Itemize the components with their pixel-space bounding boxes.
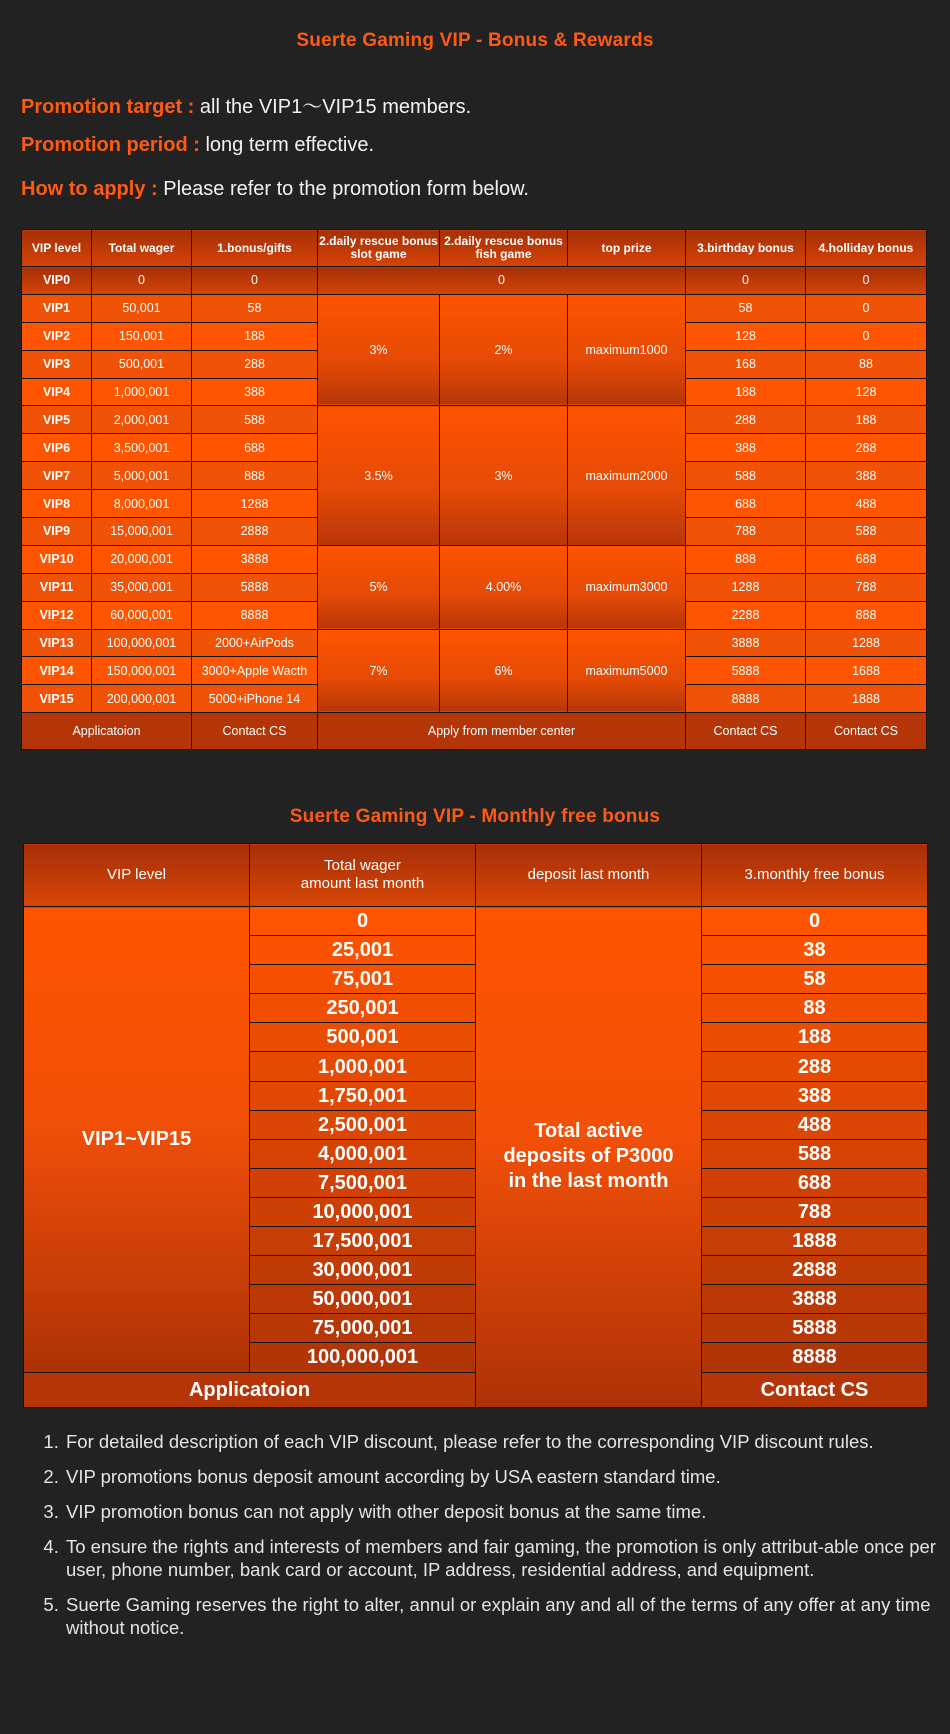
birthday-cell: 1288 <box>686 573 806 601</box>
vip-level-cell: VIP4 <box>22 378 92 406</box>
bonus-cell: 588 <box>192 406 318 434</box>
monthly-bonus-cell: 1888 <box>702 1227 928 1256</box>
vip-level-cell: VIP15 <box>22 685 92 713</box>
vip-level-cell: VIP2 <box>22 322 92 350</box>
holiday-cell: 1688 <box>806 657 927 685</box>
rescue-fish-cell: 3% <box>440 406 568 545</box>
wager-cell: 30,000,001 <box>250 1256 476 1285</box>
bonus-cell: 8888 <box>192 601 318 629</box>
bonus-cell: 58 <box>192 294 318 322</box>
wager-cell: 1,000,001 <box>250 1052 476 1081</box>
wager-cell: 100,000,001 <box>92 629 192 657</box>
holiday-cell: 488 <box>806 490 927 518</box>
bonus-cell: 388 <box>192 378 318 406</box>
wager-cell: 60,000,001 <box>92 601 192 629</box>
monthly-bonus-cell: 288 <box>702 1052 928 1081</box>
wager-cell: 150,001 <box>92 322 192 350</box>
holiday-cell: 288 <box>806 434 927 462</box>
holiday-cell: 0 <box>806 267 927 295</box>
terms-item: 1. For detailed description of each VIP discount, please refer to the corresponding VIP discount rules. <box>64 1430 944 1453</box>
application-cell: Applicatoion <box>22 713 192 750</box>
bonus-cell: 2000+AirPods <box>192 629 318 657</box>
terms-item: 2. VIP promotions bonus deposit amount according by USA eastern standard time. <box>64 1465 944 1488</box>
monthly-row <box>24 907 928 936</box>
promotion-period-label: Promotion period : <box>21 134 200 156</box>
vip-level-cell: VIP11 <box>22 573 92 601</box>
monthly-bonus-table <box>23 843 928 1408</box>
deposit-requirement-line: in the last month <box>508 1170 669 1193</box>
wager-cell: 7,500,001 <box>250 1168 476 1197</box>
bonus-cell: 0 <box>192 267 318 295</box>
birthday-cell: 688 <box>686 490 806 518</box>
wager-cell: 20,000,001 <box>92 545 192 573</box>
rescue-slot-cell: 7% <box>318 629 440 713</box>
vip-level-cell: VIP3 <box>22 350 92 378</box>
vip0-row <box>22 267 927 295</box>
wager-cell: 50,001 <box>92 294 192 322</box>
top-prize-cell: maximum3000 <box>568 545 686 629</box>
birthday-cell: 888 <box>686 545 806 573</box>
vip-level-cell: VIP14 <box>22 657 92 685</box>
wager-cell: 150,000,001 <box>92 657 192 685</box>
holiday-cell: 388 <box>806 462 927 490</box>
holiday-cell: 688 <box>806 545 927 573</box>
holiday-cell: 1288 <box>806 629 927 657</box>
wager-cell: 5,000,001 <box>92 462 192 490</box>
monthly-bonus-cell: 188 <box>702 1023 928 1052</box>
wager-cell: 200,000,001 <box>92 685 192 713</box>
birthday-cell: 168 <box>686 350 806 378</box>
monthly-bonus-cell: 688 <box>702 1168 928 1197</box>
promotion-target-label: Promotion target : <box>21 96 195 118</box>
wager-cell: 50,000,001 <box>250 1285 476 1314</box>
promotion-period <box>21 134 374 157</box>
how-to-apply <box>21 178 529 201</box>
vip-level-cell: VIP12 <box>22 601 92 629</box>
wager-cell: 500,001 <box>250 1023 476 1052</box>
vip-bonus-header-row <box>22 230 927 267</box>
wager-cell: 2,000,001 <box>92 406 192 434</box>
terms-item: 3. VIP promotion bonus can not apply with other deposit bonus at the same time. <box>64 1500 944 1523</box>
terms-item: 5. Suerte Gaming reserves the right to alter, annul or explain any and all of the terms of any offer at any time without notice. <box>64 1593 944 1639</box>
vip-level-cell: VIP0 <box>22 267 92 295</box>
vip-level-cell: VIP10 <box>22 545 92 573</box>
vip-level-cell: VIP5 <box>22 406 92 434</box>
bonus-cell: 3000+Apple Wacth <box>192 657 318 685</box>
vip-level-cell: VIP9 <box>22 518 92 546</box>
header-cell: top prize <box>568 230 686 267</box>
bonus-cell: 688 <box>192 434 318 462</box>
birthday-cell: 188 <box>686 378 806 406</box>
bonus-cell: 5000+iPhone 14 <box>192 685 318 713</box>
wager-cell: 100,000,001 <box>250 1343 476 1372</box>
rescue-slot-cell: 3% <box>318 294 440 406</box>
application-cell: Applicatoion <box>24 1372 476 1407</box>
rescue-cell: 0 <box>318 267 686 295</box>
monthly-bonus-cell: 3888 <box>702 1285 928 1314</box>
holiday-cell: 788 <box>806 573 927 601</box>
vip-row <box>22 545 927 573</box>
header-cell: 3.birthday bonus <box>686 230 806 267</box>
holiday-cell: 0 <box>806 294 927 322</box>
top-prize-cell: maximum1000 <box>568 294 686 406</box>
terms-list <box>40 1430 944 1651</box>
wager-cell: 1,750,001 <box>250 1081 476 1110</box>
holiday-cell: 88 <box>806 350 927 378</box>
wager-cell: 250,001 <box>250 994 476 1023</box>
vip-row <box>22 406 927 434</box>
promotion-target-text: all the VIP1～VIP15 members. <box>199 96 472 118</box>
deposit-requirement-line: Total active <box>534 1120 643 1143</box>
header-cell: 2.daily rescue bonus slot game <box>318 230 440 267</box>
bonus-cell: 1288 <box>192 490 318 518</box>
holiday-cell: 888 <box>806 601 927 629</box>
vip-level-cell: VIP8 <box>22 490 92 518</box>
contact-cs-cell: Contact CS <box>686 713 806 750</box>
wager-cell: 1,000,001 <box>92 378 192 406</box>
birthday-cell: 3888 <box>686 629 806 657</box>
header-line: Total wager <box>324 857 401 874</box>
birthday-cell: 388 <box>686 434 806 462</box>
bonus-cell: 288 <box>192 350 318 378</box>
vip-bonus-footer-row <box>22 713 927 750</box>
holiday-cell: 188 <box>806 406 927 434</box>
header-cell: deposit last month <box>476 844 702 907</box>
wager-cell: 4,000,001 <box>250 1139 476 1168</box>
wager-cell: 2,500,001 <box>250 1110 476 1139</box>
birthday-cell: 288 <box>686 406 806 434</box>
monthly-bonus-cell: 38 <box>702 936 928 965</box>
wager-cell: 75,000,001 <box>250 1314 476 1343</box>
header-cell: 3.monthly free bonus <box>702 844 928 907</box>
header-cell: Total wager <box>92 230 192 267</box>
contact-cs-cell: Contact CS <box>806 713 927 750</box>
contact-cs-cell: Contact CS <box>192 713 318 750</box>
wager-cell: 17,500,001 <box>250 1227 476 1256</box>
vip-level-cell: VIP1 <box>22 294 92 322</box>
birthday-cell: 8888 <box>686 685 806 713</box>
birthday-cell: 58 <box>686 294 806 322</box>
header-cell: 1.bonus/gifts <box>192 230 318 267</box>
header-cell: 2.daily rescue bonus fish game <box>440 230 568 267</box>
vip-level-cell: VIP13 <box>22 629 92 657</box>
birthday-cell: 0 <box>686 267 806 295</box>
wager-cell: 35,000,001 <box>92 573 192 601</box>
wager-cell: 15,000,001 <box>92 518 192 546</box>
monthly-bonus-cell: 588 <box>702 1139 928 1168</box>
vip-row <box>22 629 927 657</box>
monthly-bonus-cell: 788 <box>702 1197 928 1226</box>
bonus-cell: 2888 <box>192 518 318 546</box>
how-to-apply-label: How to apply : <box>21 178 158 200</box>
deposit-requirement-cell <box>476 907 702 1408</box>
birthday-cell: 5888 <box>686 657 806 685</box>
birthday-cell: 788 <box>686 518 806 546</box>
terms-item: 4. To ensure the rights and interests of members and fair gaming, the promotion is only attribut-able once per user, phone number, bank card or account, IP address, residential address, and equipment. <box>64 1535 944 1581</box>
how-to-apply-text: Please refer to the promotion form below. <box>163 178 529 200</box>
rescue-fish-cell: 6% <box>440 629 568 713</box>
vip-level-cell: VIP7 <box>22 462 92 490</box>
monthly-header-row <box>24 844 928 907</box>
rescue-fish-cell: 2% <box>440 294 568 406</box>
header-cell: VIP level <box>22 230 92 267</box>
bonus-cell: 3888 <box>192 545 318 573</box>
rescue-fish-cell: 4.00% <box>440 545 568 629</box>
holiday-cell: 128 <box>806 378 927 406</box>
wager-cell: 3,500,001 <box>92 434 192 462</box>
birthday-cell: 588 <box>686 462 806 490</box>
rescue-slot-cell: 5% <box>318 545 440 629</box>
bonus-rewards-title: Suerte Gaming VIP - Bonus & Rewards <box>296 30 654 51</box>
wager-cell: 500,001 <box>92 350 192 378</box>
rescue-slot-cell: 3.5% <box>318 406 440 545</box>
monthly-bonus-cell: 5888 <box>702 1314 928 1343</box>
monthly-bonus-cell: 488 <box>702 1110 928 1139</box>
bonus-cell: 188 <box>192 322 318 350</box>
vip-row <box>22 294 927 322</box>
monthly-bonus-cell: 0 <box>702 907 928 936</box>
header-cell: VIP level <box>24 844 250 907</box>
wager-cell: 0 <box>250 907 476 936</box>
wager-cell: 75,001 <box>250 965 476 994</box>
promotion-period-text: long term effective. <box>205 134 375 156</box>
monthly-bonus-cell: 8888 <box>702 1343 928 1372</box>
monthly-bonus-cell: 388 <box>702 1081 928 1110</box>
header-cell <box>250 844 476 907</box>
birthday-cell: 2288 <box>686 601 806 629</box>
wager-cell: 0 <box>92 267 192 295</box>
promotion-target <box>21 90 471 119</box>
monthly-bonus-cell: 2888 <box>702 1256 928 1285</box>
wager-cell: 10,000,001 <box>250 1197 476 1226</box>
apply-member-center-cell: Apply from member center <box>318 713 686 750</box>
monthly-bonus-cell: 88 <box>702 994 928 1023</box>
monthly-bonus-cell: 58 <box>702 965 928 994</box>
holiday-cell: 588 <box>806 518 927 546</box>
vip-level-cell: VIP6 <box>22 434 92 462</box>
header-line: amount last month <box>300 875 425 892</box>
holiday-cell: 0 <box>806 322 927 350</box>
vip-range-cell: VIP1~VIP15 <box>24 907 250 1373</box>
bonus-cell: 888 <box>192 462 318 490</box>
wager-cell: 8,000,001 <box>92 490 192 518</box>
vip-bonus-table <box>21 229 927 750</box>
top-prize-cell: maximum2000 <box>568 406 686 545</box>
monthly-free-bonus-title: Suerte Gaming VIP - Monthly free bonus <box>289 806 661 827</box>
bonus-cell: 5888 <box>192 573 318 601</box>
header-cell: 4.holliday bonus <box>806 230 927 267</box>
deposit-requirement-line: deposits of P3000 <box>503 1145 674 1168</box>
wager-cell: 25,001 <box>250 936 476 965</box>
top-prize-cell: maximum5000 <box>568 629 686 713</box>
birthday-cell: 128 <box>686 322 806 350</box>
contact-cs-cell: Contact CS <box>702 1372 928 1407</box>
holiday-cell: 1888 <box>806 685 927 713</box>
